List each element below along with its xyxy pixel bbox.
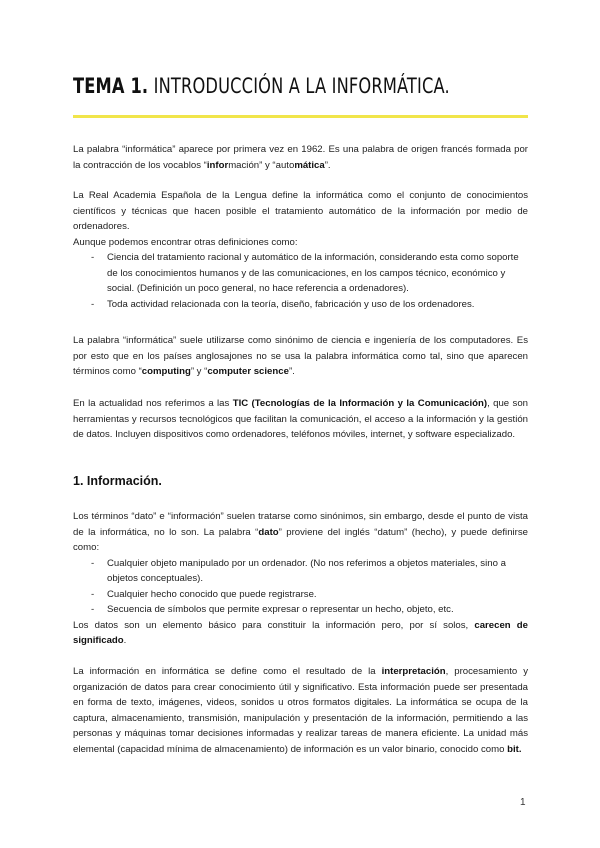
p5-text-4: . (123, 635, 127, 646)
p6-bold-2: bit. (507, 743, 522, 755)
p4-text-2: , que son herramientas y recursos tecnológicos que facilitan la comunicación, el acceso a la información y la gestión de datos. Incluyen dispositivos como ordenadores, teléfonos móviles, internet, y software especializado. (73, 398, 528, 440)
p3-bold-1: computing (141, 366, 191, 377)
p5-bold-2: carecen de significado (73, 619, 528, 646)
p1-bold-2: mática (294, 159, 325, 171)
p3-text-2: ” y “ (190, 366, 208, 377)
list-item: - Cualquier hecho conocido que puede registrarse. (73, 587, 528, 603)
p2-intro-list: Aunque podemos encontrar otras definiciones como: (73, 236, 298, 248)
list-item: - Toda actividad relacionada con la teoría, diseño, fabricación y uso de los ordenadores. (73, 297, 528, 313)
p4-text-1: En la actualidad nos referimos a las (73, 398, 233, 409)
p6-text-1: La información en informática se define como el resultado de la (73, 666, 382, 677)
list-item: - Cualquier objeto manipulado por un ordenador. (No nos referimos a objetos materiales, sino a objetos conceptuales). (73, 556, 528, 587)
title-underline (73, 115, 528, 118)
p6-bold-1: interpretación (381, 666, 446, 677)
p1-text-2: mación” y “auto (228, 159, 295, 171)
title-number: TEMA 1. (73, 74, 149, 98)
section-heading: 1. Información. (73, 474, 162, 488)
paragraph-rae-definition (73, 188, 528, 312)
paragraph-tic (73, 396, 528, 443)
paragraph-dato (73, 509, 528, 649)
paragraph-origin (73, 142, 528, 173)
p5-bold-1: dato (258, 526, 279, 538)
list-item: - Secuencia de símbolos que permite expresar o representar un hecho, objeto, etc. (73, 602, 528, 618)
paragraph-synonym (73, 333, 528, 380)
p5-text-2: ” proviene del inglés “datum” (hecho), y puede definirse como: (73, 526, 528, 553)
definitions-list (73, 250, 528, 312)
p3-text-1: La palabra “informática” suele utilizarse como sinónimo de ciencia e ingeniería de los computadores. Es por esto que en los países anglosajones no se usa la palabra informática como tal, sino que aparecen términos como “ (73, 335, 528, 377)
p6-text-2: , procesamiento y organización de datos para crear conocimiento útil y significativo. Esta información puede ser presentada en forma de texto, imágenes, videos, sonidos u otros formatos digitales. La informática se ocupa de la captura, almacenamiento, transmisión, manipulación y presentación de la información, permitiendo a las personas y máquinas tomar decisiones informadas y realizar tareas de manera eficiente. La unidad más elemental (capacidad mínima de almacenamiento) de información es un valor binario, conocido como (73, 666, 528, 755)
paragraph-informacion (73, 664, 528, 757)
p5-text-3: Los datos son un elemento básico para constituir la información pero, por sí solos, (73, 619, 475, 631)
title-text: INTRODUCCIÓN A LA INFORMÁTICA. (148, 74, 450, 98)
p3-text-3: ”. (288, 366, 295, 377)
p1-text-1: La palabra “informática” aparece por primera vez en 1962. Es una palabra de origen francés formada por la contracción de los vocablos “ (73, 144, 528, 171)
list-item: - Ciencia del tratamiento racional y automático de la información, considerando esta como soporte de los conocimientos humanos y de las comunicaciones, en los campos técnico, económico y social. (Definición un poco general, no hace referencia a ordenadores). (73, 250, 528, 297)
p3-bold-2: computer science (207, 366, 289, 377)
p4-bold-1: TIC (Tecnologías de la Información y la Comunicación) (232, 398, 488, 409)
page-title (73, 74, 469, 98)
p5-text-1: Los términos “dato” e “información” suelen tratarse como sinónimos, sin embargo, desde el punto de vista de la informática, no lo son. La palabra “ (73, 511, 528, 538)
page-number: 1 (520, 797, 526, 808)
p1-bold-1: infor (206, 159, 229, 171)
p1-text-3: ”. (324, 159, 331, 171)
dato-definitions-list (73, 556, 528, 618)
p2-text: La Real Academia Española de la Lengua define la informática como el conjunto de conocimientos científicos y técnicas que hacen posible el tratamiento automático de la información por medio de ordenadores. (73, 190, 528, 232)
